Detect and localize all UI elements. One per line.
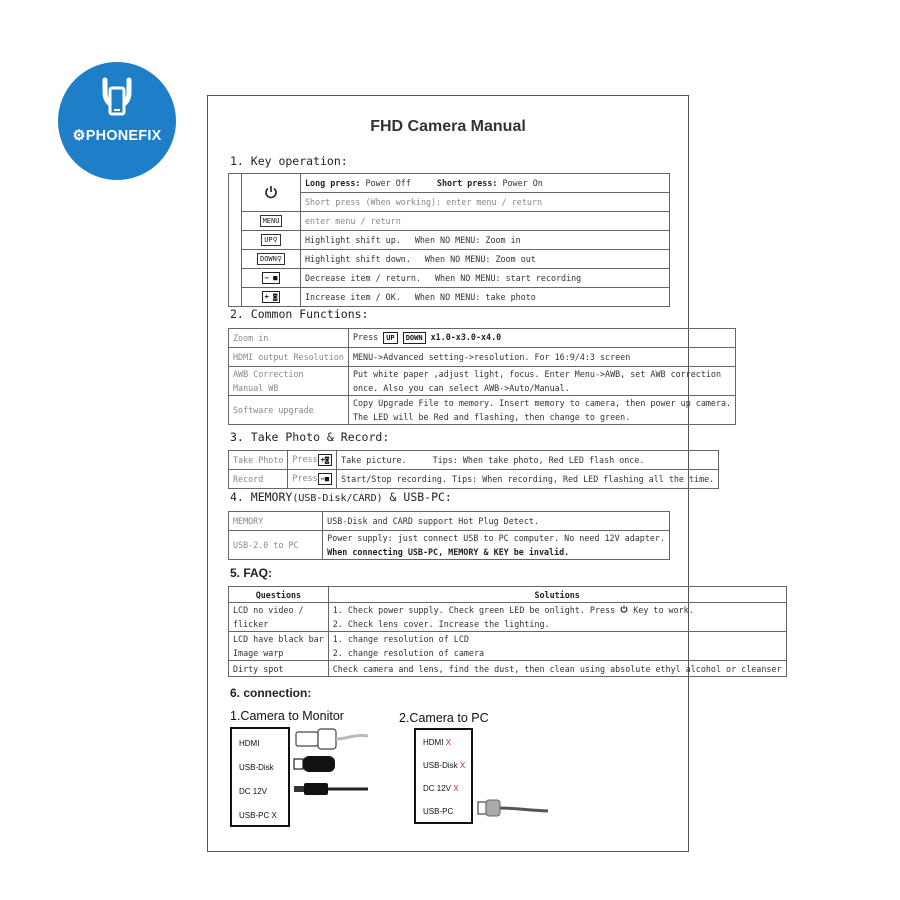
faq-col-solutions: Solutions [328,587,786,603]
software-value: Copy Upgrade File to memory. Insert memory to camera, then power up camera. The LED will be Red and flashing, then change to green. [348,396,735,425]
take-photo-label: Take Photo [229,451,288,470]
faq-table [228,586,787,677]
minus-record-icon: −■ [318,473,332,485]
section-key-operation: 1. Key operation: [230,154,348,168]
section-take-photo: 3. Take Photo & Record: [230,430,390,444]
power-key-cell [242,174,301,212]
phone-wrench-icon [97,76,137,122]
pc-port-usb-disk: USB-Disk X [423,761,466,770]
faq-s1: 1. Check power supply. Check green LED be onlight. Press Key to work. 2. Check lens cover. Increase the lighting. [328,603,786,632]
power-working-row: Short press (When working): enter menu / return [301,193,670,212]
x-mark: X [271,811,277,820]
minus-key-cell [242,269,301,288]
brand-logo [58,62,176,180]
brand-name: ⚙PHONEFIX [72,128,162,144]
record-label: Record [229,470,288,489]
up-zoom-key: UP⚲ [261,234,281,246]
key-operation-table [228,173,670,307]
minus-desc-row: Decrease item / return. When NO MENU: start recording [301,269,670,288]
take-photo-desc: Take picture. Tips: When take photo, Red LED flash once. [337,451,719,470]
down-desc-row: Highlight shift down. When NO MENU: Zoom out [301,250,670,269]
section-faq: 5. FAQ: [230,566,273,580]
zoom-label: Zoom in [229,329,349,348]
camera-to-pc-title: 2.Camera to PC [399,711,489,725]
minus-record-icon: − ■ [262,272,281,284]
plus-camera-icon: +◙ [318,454,332,466]
usb-label: USB-2.0 to PC [229,531,323,560]
page-title: FHD Camera Manual [370,118,526,135]
power-icon [264,185,278,199]
monitor-port-usb-pc: USB-PC X [239,811,277,820]
plus-key-cell [242,288,301,307]
zoom-value: Press UP DOWN x1.0-x3.0-x4.0 [348,329,735,348]
menu-desc: enter menu / return [301,212,670,231]
take-photo-table [228,450,719,489]
plus-camera-icon: + ◙ [262,291,281,303]
memory-table [228,511,670,560]
up-key-cell [242,231,301,250]
down-key-cell [242,250,301,269]
faq-q1: LCD no video / flicker [229,603,329,632]
faq-s3: Check camera and lens, find the dust, then clean using absolute ethyl alcohol or cleanser [328,661,786,677]
awb-value: Put white paper ,adjust light, focus. Enter Menu->AWB, set AWB correction once. Also you can select AWB->Auto/Manual. [348,367,735,396]
x-mark: X [453,784,459,793]
pc-port-hdmi: HDMI X [423,738,452,747]
camera-to-monitor-title: 1.Camera to Monitor [230,709,344,723]
memory-label: MEMORY [229,512,323,531]
faq-q2: LCD have black bar Image warp [229,632,329,661]
usb-drive-icon [293,752,338,777]
awb-label: AWB Correction Manual WB [229,367,349,396]
record-desc: Start/Stop recording. Tips: When recording, Red LED flashing all the time. [337,470,719,489]
x-mark: X [445,738,452,747]
memory-value: USB-Disk and CARD support Hot Plug Detect. [323,512,670,531]
record-press: Press −■ [288,470,337,489]
common-functions-table [228,328,736,425]
x-mark: X [459,761,466,770]
magnifier-icon: ⚲ [276,255,282,263]
gear-icon: ⚙ [72,128,86,144]
take-photo-press: Press +◙ [288,451,337,470]
power-icon [620,605,628,613]
monitor-port-usb-disk: USB-Disk [239,763,274,772]
manual-page [207,95,782,852]
software-label: Software upgrade [229,396,349,425]
hdmi-label: HDMI output Resolution [229,348,349,367]
dc-power-cable-icon [290,780,370,800]
faq-q3: Dirty spot [229,661,329,677]
pc-port-usb-pc: USB-PC [423,807,454,816]
down-zoom-key: DOWN⚲ [257,253,285,265]
table-margin [229,174,242,307]
section-common-functions: 2. Common Functions: [230,307,369,321]
power-long-short-row: Long press: Power Off Short press: Power On [301,174,670,193]
pc-port-box [414,728,473,824]
up-desc-row: Highlight shift up. When NO MENU: Zoom in [301,231,670,250]
section-connection: 6. connection: [230,686,312,700]
monitor-port-dc: DC 12V [239,787,268,796]
monitor-port-box [230,727,290,827]
section-memory: 4. MEMORY(USB-Disk/CARD) & USB-PC: [230,490,452,504]
magnifier-icon: ⚲ [272,236,278,244]
usb-b-cable-icon [476,796,551,821]
faq-s2: 1. change resolution of LCD 2. change resolution of camera [328,632,786,661]
monitor-port-hdmi: HDMI [239,739,260,748]
faq-col-questions: Questions [229,587,329,603]
plus-desc-row: Increase item / OK. When NO MENU: take photo [301,288,670,307]
menu-key-cell [242,212,301,231]
menu-key: MENU [260,215,283,227]
usb-value: Power supply: just connect USB to PC computer. No need 12V adapter. When connecting USB-PC, MEMORY & KEY be invalid. [323,531,670,560]
pc-port-dc: DC 12V X [423,784,459,793]
hdmi-value: MENU->Advanced setting->resolution. For 16:9/4:3 screen [348,348,735,367]
